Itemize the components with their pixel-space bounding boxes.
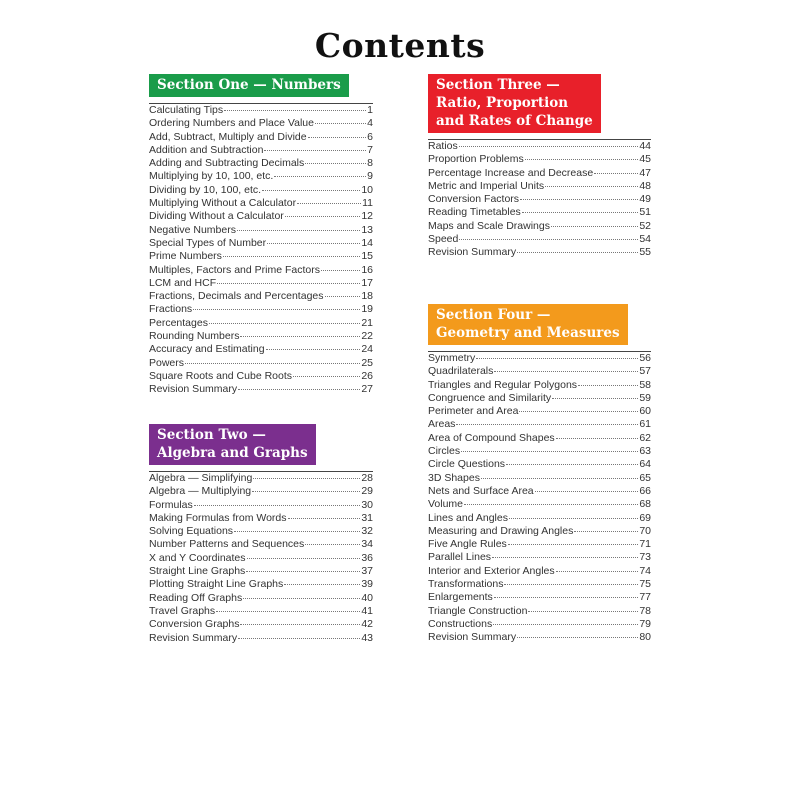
toc-entry[interactable] xyxy=(428,485,651,498)
dot-leader xyxy=(224,110,366,111)
toc-entry-page: 62 xyxy=(639,431,651,444)
dot-leader xyxy=(594,173,638,174)
page-title: Contents xyxy=(314,26,486,65)
toc-entry-title: Fractions, Decimals and Percentages xyxy=(149,290,324,303)
toc-list xyxy=(428,351,651,645)
toc-entry[interactable] xyxy=(428,458,651,471)
dot-leader xyxy=(494,597,639,598)
toc-entry-title: Multiplying by 10, 100, etc. xyxy=(149,170,274,183)
toc-list xyxy=(428,139,651,260)
toc-entry-title: LCM and HCF xyxy=(149,276,217,289)
toc-entry-title: Interior and Exterior Angles xyxy=(428,564,555,577)
toc-entry[interactable] xyxy=(149,317,373,330)
toc-entry[interactable] xyxy=(149,605,373,618)
dot-leader xyxy=(556,571,639,572)
toc-entry-page: 75 xyxy=(639,578,651,591)
toc-entry[interactable] xyxy=(428,551,651,564)
toc-entry-title: Speed xyxy=(428,233,459,246)
dot-leader xyxy=(285,216,361,217)
dot-leader xyxy=(240,624,360,625)
toc-entry-title: Quadrilaterals xyxy=(428,365,494,378)
dot-leader xyxy=(556,438,639,439)
section-header-line: and Rates of Change xyxy=(436,113,593,129)
section-header-line: Ratio, Proportion xyxy=(436,95,569,111)
toc-entry-page: 7 xyxy=(367,143,373,156)
toc-entry[interactable] xyxy=(149,237,373,250)
toc-entry[interactable] xyxy=(149,618,373,631)
dot-leader xyxy=(238,638,360,639)
dot-leader xyxy=(519,411,638,412)
dot-leader xyxy=(528,611,638,612)
toc-entry[interactable] xyxy=(149,472,373,485)
toc-entry-title: Conversion Graphs xyxy=(149,618,240,631)
toc-entry-title: Areas xyxy=(428,418,456,431)
dot-leader xyxy=(494,371,638,372)
toc-entry-title: Revision Summary xyxy=(428,631,517,644)
toc-entry-title: Enlargements xyxy=(428,591,493,604)
toc-entry-title: Dividing by 10, 100, etc. xyxy=(149,183,262,196)
toc-entry-page: 43 xyxy=(361,631,373,644)
toc-entry[interactable] xyxy=(428,392,651,405)
toc-entry-title: Measuring and Drawing Angles xyxy=(428,524,574,537)
toc-entry-title: Revision Summary xyxy=(149,631,238,644)
dot-leader xyxy=(305,163,366,164)
toc-entry-page: 51 xyxy=(639,206,651,219)
toc-entry-title: Perimeter and Area xyxy=(428,405,519,418)
toc-entry-title: Area of Compound Shapes xyxy=(428,431,555,444)
toc-entry-page: 37 xyxy=(361,565,373,578)
toc-entry[interactable] xyxy=(428,180,651,193)
toc-entry-page: 79 xyxy=(639,617,651,630)
toc-entry[interactable] xyxy=(149,632,373,645)
dot-leader xyxy=(274,176,366,177)
toc-entry[interactable] xyxy=(428,352,651,365)
toc-entry-page: 26 xyxy=(361,369,373,382)
toc-entry-title: Algebra — Multiplying xyxy=(149,485,252,498)
section-three xyxy=(428,74,651,260)
dot-leader xyxy=(506,464,638,465)
toc-entry-title: Powers xyxy=(149,356,185,369)
toc-entry[interactable] xyxy=(149,357,373,370)
toc-list xyxy=(149,103,373,397)
dot-leader xyxy=(315,123,366,124)
toc-entry-page: 49 xyxy=(639,193,651,206)
toc-entry-page: 64 xyxy=(639,458,651,471)
toc-entry-page: 29 xyxy=(361,485,373,498)
toc-entry-page: 52 xyxy=(639,219,651,232)
toc-entry[interactable] xyxy=(149,157,373,170)
dot-leader xyxy=(223,256,360,257)
dot-leader xyxy=(185,363,360,364)
toc-entry-title: Add, Subtract, Multiply and Divide xyxy=(149,130,307,143)
toc-entry-title: Metric and Imperial Units xyxy=(428,179,545,192)
dot-leader xyxy=(266,349,361,350)
toc-entry[interactable] xyxy=(149,277,373,290)
toc-entry[interactable] xyxy=(428,193,651,206)
dot-leader xyxy=(267,243,360,244)
toc-entry-page: 60 xyxy=(639,405,651,418)
toc-entry-title: Dividing Without a Calculator xyxy=(149,210,284,223)
toc-entry-title: Percentages xyxy=(149,316,208,329)
section-header xyxy=(149,424,316,465)
toc-entry-title: Constructions xyxy=(428,617,493,630)
dot-leader xyxy=(238,389,360,390)
toc-entry-page: 54 xyxy=(639,233,651,246)
toc-entry-title: Reading Off Graphs xyxy=(149,591,243,604)
toc-entry-title: Square Roots and Cube Roots xyxy=(149,369,293,382)
toc-entry[interactable] xyxy=(149,383,373,396)
toc-entry-page: 55 xyxy=(639,246,651,259)
toc-entry-title: Proportion Problems xyxy=(428,153,524,166)
toc-entry[interactable] xyxy=(149,250,373,263)
dot-leader xyxy=(535,491,639,492)
toc-entry-page: 25 xyxy=(361,356,373,369)
toc-entry-page: 71 xyxy=(639,538,651,551)
dot-leader xyxy=(243,598,360,599)
toc-entry[interactable] xyxy=(149,170,373,183)
section-header xyxy=(428,74,601,133)
dot-leader xyxy=(508,544,639,545)
toc-entry-page: 6 xyxy=(367,130,373,143)
toc-list xyxy=(149,471,373,645)
toc-entry-page: 70 xyxy=(639,524,651,537)
toc-entry-page: 14 xyxy=(361,236,373,249)
toc-entry-page: 61 xyxy=(639,418,651,431)
dot-leader xyxy=(247,558,361,559)
dot-leader xyxy=(234,531,360,532)
toc-entry[interactable] xyxy=(428,153,651,166)
dot-leader xyxy=(194,505,361,506)
toc-entry[interactable] xyxy=(149,184,373,197)
toc-entry-title: Revision Summary xyxy=(428,246,517,259)
toc-entry[interactable] xyxy=(149,525,373,538)
dot-leader xyxy=(492,557,638,558)
toc-entry[interactable] xyxy=(428,591,651,604)
toc-entry[interactable] xyxy=(428,405,651,418)
toc-entry[interactable] xyxy=(149,370,373,383)
toc-entry-page: 42 xyxy=(361,618,373,631)
toc-entry[interactable] xyxy=(428,498,651,511)
dot-leader xyxy=(517,637,638,638)
toc-entry-page: 9 xyxy=(367,170,373,183)
toc-entry-page: 22 xyxy=(361,330,373,343)
dot-leader xyxy=(252,491,360,492)
toc-entry-page: 12 xyxy=(361,210,373,223)
toc-entry-page: 1 xyxy=(367,104,373,116)
toc-entry-page: 21 xyxy=(361,316,373,329)
toc-entry-page: 66 xyxy=(639,484,651,497)
toc-entry-title: Multiplying Without a Calculator xyxy=(149,197,297,210)
toc-entry[interactable] xyxy=(428,246,651,259)
toc-entry[interactable] xyxy=(428,512,651,525)
toc-entry[interactable] xyxy=(149,264,373,277)
dot-leader xyxy=(237,230,360,231)
section-one xyxy=(149,74,373,397)
dot-leader xyxy=(288,518,361,519)
toc-entry-title: Circles xyxy=(428,445,461,458)
dot-leader xyxy=(551,226,638,227)
toc-entry[interactable] xyxy=(149,303,373,316)
toc-entry-page: 24 xyxy=(361,343,373,356)
section-header-line: Section Two — xyxy=(157,427,266,443)
toc-entry[interactable] xyxy=(149,578,373,591)
toc-entry-page: 58 xyxy=(639,378,651,391)
toc-entry-page: 16 xyxy=(361,263,373,276)
toc-entry-page: 27 xyxy=(361,383,373,396)
toc-entry[interactable] xyxy=(149,592,373,605)
toc-entry-title: Number Patterns and Sequences xyxy=(149,538,305,551)
toc-entry-page: 10 xyxy=(361,183,373,196)
toc-entry[interactable] xyxy=(428,220,651,233)
dot-leader xyxy=(217,283,360,284)
toc-entry[interactable] xyxy=(428,605,651,618)
section-header-line: Geometry and Measures xyxy=(436,325,620,341)
section-header-line: Section Three — xyxy=(436,77,560,93)
dot-leader xyxy=(552,398,638,399)
toc-entry[interactable] xyxy=(149,131,373,144)
dot-leader xyxy=(517,252,638,253)
toc-entry-page: 41 xyxy=(361,604,373,617)
toc-entry[interactable] xyxy=(428,140,651,153)
toc-entry-title: X and Y Coordinates xyxy=(149,551,246,564)
toc-entry-title: Algebra — Simplifying xyxy=(149,472,253,484)
toc-entry-title: Addition and Subtraction xyxy=(149,143,264,156)
toc-entry[interactable] xyxy=(428,365,651,378)
dot-leader xyxy=(325,296,361,297)
toc-entry-page: 65 xyxy=(639,471,651,484)
toc-entry-title: Volume xyxy=(428,498,464,511)
toc-entry-page: 18 xyxy=(361,290,373,303)
toc-entry-title: Rounding Numbers xyxy=(149,330,240,343)
toc-entry-page: 73 xyxy=(639,551,651,564)
section-four xyxy=(428,304,651,645)
dot-leader xyxy=(305,544,360,545)
toc-entry-title: Adding and Subtracting Decimals xyxy=(149,157,305,170)
dot-leader xyxy=(193,309,360,310)
dot-leader xyxy=(216,611,360,612)
dot-leader xyxy=(481,478,638,479)
dot-leader xyxy=(284,584,360,585)
toc-entry-title: 3D Shapes xyxy=(428,471,480,484)
dot-leader xyxy=(308,137,367,138)
toc-entry-page: 56 xyxy=(639,352,651,364)
toc-entry[interactable] xyxy=(428,578,651,591)
dot-leader xyxy=(459,239,638,240)
toc-entry-title: Calculating Tips xyxy=(149,104,224,116)
toc-entry-title: Parallel Lines xyxy=(428,551,492,564)
toc-entry-title: Transformations xyxy=(428,578,504,591)
dot-leader xyxy=(262,190,360,191)
toc-entry[interactable] xyxy=(428,538,651,551)
toc-entry-title: Negative Numbers xyxy=(149,223,236,236)
dot-leader xyxy=(525,159,639,160)
toc-entry[interactable] xyxy=(149,330,373,343)
toc-entry-page: 69 xyxy=(639,511,651,524)
dot-leader xyxy=(574,531,638,532)
section-header-line: Section One — Numbers xyxy=(157,77,341,93)
toc-entry-page: 45 xyxy=(639,153,651,166)
toc-entry-page: 47 xyxy=(639,166,651,179)
toc-entry[interactable] xyxy=(428,418,651,431)
dot-leader xyxy=(476,358,638,359)
toc-entry[interactable] xyxy=(428,233,651,246)
dot-leader xyxy=(509,518,638,519)
dot-leader xyxy=(209,323,360,324)
section-two xyxy=(149,424,373,645)
toc-entry[interactable] xyxy=(149,565,373,578)
toc-entry-title: Revision Summary xyxy=(149,383,238,396)
toc-entry[interactable] xyxy=(428,631,651,644)
toc-entry[interactable] xyxy=(149,499,373,512)
toc-entry-page: 40 xyxy=(361,591,373,604)
toc-entry-page: 77 xyxy=(639,591,651,604)
dot-leader xyxy=(253,478,360,479)
toc-entry[interactable] xyxy=(428,432,651,445)
toc-entry-title: Special Types of Number xyxy=(149,236,267,249)
toc-entry-title: Prime Numbers xyxy=(149,250,222,263)
toc-entry-title: Travel Graphs xyxy=(149,604,216,617)
toc-entry[interactable] xyxy=(149,224,373,237)
toc-entry[interactable] xyxy=(149,117,373,130)
dot-leader xyxy=(297,203,361,204)
toc-entry-title: Accuracy and Estimating xyxy=(149,343,265,356)
toc-entry-page: 32 xyxy=(361,525,373,538)
toc-entry[interactable] xyxy=(428,525,651,538)
toc-entry-title: Solving Equations xyxy=(149,525,234,538)
dot-leader xyxy=(264,150,366,151)
dot-leader xyxy=(578,385,638,386)
toc-entry[interactable] xyxy=(428,565,651,578)
toc-entry-title: Fractions xyxy=(149,303,193,316)
toc-entry[interactable] xyxy=(149,104,373,117)
toc-entry-title: Maps and Scale Drawings xyxy=(428,219,550,232)
toc-entry-title: Nets and Surface Area xyxy=(428,484,534,497)
dot-leader xyxy=(522,212,639,213)
dot-leader xyxy=(293,376,360,377)
toc-entry-page: 44 xyxy=(639,140,651,152)
toc-entry[interactable] xyxy=(428,618,651,631)
toc-entry-page: 34 xyxy=(361,538,373,551)
toc-entry-page: 48 xyxy=(639,179,651,192)
dot-leader xyxy=(456,424,638,425)
toc-entry-page: 13 xyxy=(361,223,373,236)
toc-entry[interactable] xyxy=(428,379,651,392)
section-header-line: Algebra and Graphs xyxy=(157,445,308,461)
toc-entry[interactable] xyxy=(149,538,373,551)
toc-entry[interactable] xyxy=(428,445,651,458)
dot-leader xyxy=(520,199,638,200)
toc-entry-page: 17 xyxy=(361,276,373,289)
toc-entry[interactable] xyxy=(149,552,373,565)
toc-entry-title: Lines and Angles xyxy=(428,511,508,524)
toc-entry-title: Straight Line Graphs xyxy=(149,565,246,578)
toc-entry-page: 39 xyxy=(361,578,373,591)
section-header xyxy=(428,304,628,345)
toc-entry[interactable] xyxy=(428,167,651,180)
toc-entry-title: Plotting Straight Line Graphs xyxy=(149,578,284,591)
toc-entry-title: Formulas xyxy=(149,498,193,511)
toc-entry-title: Conversion Factors xyxy=(428,193,520,206)
toc-entry-title: Symmetry xyxy=(428,352,476,364)
dot-leader xyxy=(545,186,638,187)
toc-entry-title: Making Formulas from Words xyxy=(149,511,287,524)
toc-entry[interactable] xyxy=(149,144,373,157)
toc-entry-title: Five Angle Rules xyxy=(428,538,507,551)
toc-entry-page: 8 xyxy=(367,157,373,170)
toc-entry-page: 68 xyxy=(639,498,651,511)
toc-entry[interactable] xyxy=(149,343,373,356)
toc-entry[interactable] xyxy=(428,472,651,485)
dot-leader xyxy=(246,571,360,572)
toc-entry-title: Percentage Increase and Decrease xyxy=(428,166,594,179)
toc-entry-page: 74 xyxy=(639,564,651,577)
toc-entry-page: 63 xyxy=(639,445,651,458)
toc-entry-title: Congruence and Similarity xyxy=(428,391,552,404)
toc-entry-title: Ratios xyxy=(428,140,458,152)
dot-leader xyxy=(321,270,360,271)
section-header xyxy=(149,74,349,97)
toc-entry[interactable] xyxy=(149,485,373,498)
toc-entry-page: 28 xyxy=(361,472,373,484)
toc-entry-page: 30 xyxy=(361,498,373,511)
toc-entry-title: Ordering Numbers and Place Value xyxy=(149,117,314,130)
toc-entry-page: 59 xyxy=(639,391,651,404)
toc-entry-title: Multiples, Factors and Prime Factors xyxy=(149,263,320,276)
toc-entry[interactable] xyxy=(428,206,651,219)
toc-entry[interactable] xyxy=(149,290,373,303)
toc-entry[interactable] xyxy=(149,512,373,525)
dot-leader xyxy=(461,451,638,452)
toc-entry-page: 78 xyxy=(639,604,651,617)
toc-entry[interactable] xyxy=(149,210,373,223)
toc-entry-page: 4 xyxy=(367,117,373,130)
toc-entry-page: 31 xyxy=(361,511,373,524)
toc-entry-page: 36 xyxy=(361,551,373,564)
dot-leader xyxy=(464,504,638,505)
toc-entry-title: Triangle Construction xyxy=(428,604,528,617)
toc-entry[interactable] xyxy=(149,197,373,210)
dot-leader xyxy=(240,336,360,337)
toc-entry-page: 11 xyxy=(362,197,373,210)
toc-entry-page: 57 xyxy=(639,365,651,378)
toc-entry-page: 80 xyxy=(639,631,651,644)
dot-leader xyxy=(493,624,638,625)
dot-leader xyxy=(504,584,638,585)
toc-entry-title: Triangles and Regular Polygons xyxy=(428,378,578,391)
toc-entry-page: 19 xyxy=(361,303,373,316)
toc-entry-title: Reading Timetables xyxy=(428,206,521,219)
toc-entry-page: 15 xyxy=(361,250,373,263)
section-header-line: Section Four — xyxy=(436,307,551,323)
toc-entry-title: Circle Questions xyxy=(428,458,506,471)
dot-leader xyxy=(459,146,639,147)
